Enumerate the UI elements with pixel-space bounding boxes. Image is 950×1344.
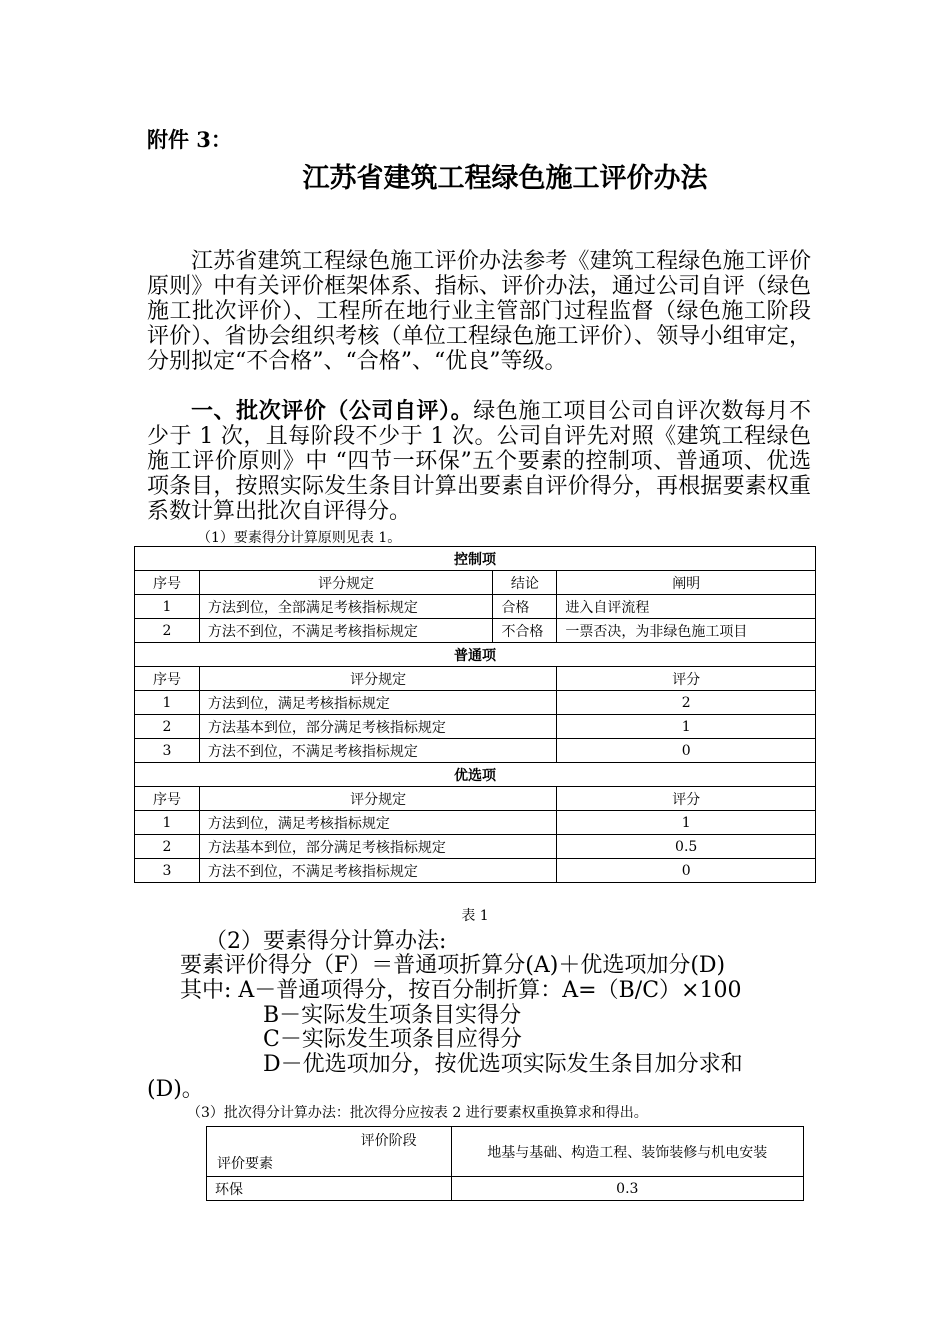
table-cell: 1 xyxy=(135,595,200,619)
header-cell: 评分 xyxy=(557,787,816,811)
table-1 xyxy=(134,546,816,883)
table-cell: 方法到位，全部满足考核指标规定 xyxy=(199,595,493,619)
header-cell: 地基与基础、构造工程、装饰装修与机电安装 xyxy=(451,1127,803,1177)
header-cell: 评分 xyxy=(557,667,816,691)
header-cell: 阐明 xyxy=(557,571,816,595)
header-cell: 评分规定 xyxy=(199,571,493,595)
formula-line: C－实际发生项条目应得分 xyxy=(263,1027,522,1052)
formula-line: 其中: A－普通项得分，按百分制折算：A=（B/C）×100 xyxy=(180,978,742,1003)
table2-note: （3）批次得分计算办法：批次得分应按表 2 进行要素权重换算求和得出。 xyxy=(187,1105,648,1121)
table-cell: 方法到位，满足考核指标规定 xyxy=(199,811,556,835)
table-cell: 1 xyxy=(135,811,200,835)
table-cell: 方法基本到位，部分满足考核指标规定 xyxy=(199,835,556,859)
table-cell: 进入自评流程 xyxy=(557,595,816,619)
section1-heading: 一、批次评价（公司自评）。 xyxy=(191,398,474,424)
diagonal-header-cell xyxy=(207,1127,452,1177)
table-row xyxy=(135,619,816,643)
title-text: 江苏省建筑工程绿色施工评价办法 xyxy=(302,163,708,194)
table-cell: 方法不到位，不满足考核指标规定 xyxy=(199,739,556,763)
header-cell: 评分规定 xyxy=(199,787,556,811)
table-row xyxy=(135,811,816,835)
formula-heading: （2）要素得分计算办法: xyxy=(205,929,447,954)
table-row xyxy=(135,715,816,739)
table-row xyxy=(135,739,816,763)
formula-line: D－优选项加分，按优选项实际发生条目加分求和 xyxy=(263,1052,743,1077)
table1-note: （1）要素得分计算原则见表 1。 xyxy=(197,530,402,546)
table1-caption: 表 1 xyxy=(461,908,489,924)
table-2 xyxy=(206,1126,804,1201)
preferred-section-title: 优选项 xyxy=(135,763,816,787)
table-cell: 1 xyxy=(135,691,200,715)
formula-line: 要素评价得分（F）＝普通项折算分(A)＋优选项加分(D) xyxy=(180,953,726,978)
table-cell: 0.5 xyxy=(557,835,816,859)
table-row xyxy=(207,1177,804,1201)
table-row xyxy=(135,595,816,619)
intro-paragraph: 江苏省建筑工程绿色施工评价办法参考《建筑工程绿色施工评价原则》中有关评价框架体系、指标、评价办法，通过公司自评（绿色施工批次评价）、工程所在地行业主管部门过程监督（绿色施工阶段评价）、省协会组织考核（单位工程绿色施工评价）、领导小组审定，分别拟定“不合格”、“合格”、“优良”等级。 xyxy=(147,249,811,374)
table-cell: 0 xyxy=(557,859,816,883)
table-cell: 1 xyxy=(557,715,816,739)
table-cell: 2 xyxy=(135,619,200,643)
header-cell: 评分规定 xyxy=(199,667,556,691)
header-element-label: 评价要素 xyxy=(217,1156,273,1172)
table-row xyxy=(135,691,816,715)
table-header-row xyxy=(207,1127,804,1177)
table-cell: 方法不到位，不满足考核指标规定 xyxy=(199,859,556,883)
table-cell: 2 xyxy=(135,715,200,739)
table-cell: 3 xyxy=(135,739,200,763)
table-cell: 0 xyxy=(557,739,816,763)
header-cell: 序号 xyxy=(135,667,200,691)
document-title xyxy=(0,156,950,195)
table-cell: 环保 xyxy=(207,1177,452,1201)
table-cell: 3 xyxy=(135,859,200,883)
formula-line: (D)。 xyxy=(147,1077,204,1102)
annex-label: 附件 3： xyxy=(147,127,232,152)
table-cell: 一票否决，为非绿色施工项目 xyxy=(557,619,816,643)
table-header-row xyxy=(135,571,816,595)
table-cell: 方法基本到位，部分满足考核指标规定 xyxy=(199,715,556,739)
table-cell: 2 xyxy=(557,691,816,715)
general-section-title: 普通项 xyxy=(135,643,816,667)
table-cell: 不合格 xyxy=(493,619,557,643)
table-cell: 方法不到位，不满足考核指标规定 xyxy=(199,619,493,643)
header-cell: 序号 xyxy=(135,571,200,595)
section1-paragraph xyxy=(147,399,811,524)
table-cell: 方法到位，满足考核指标规定 xyxy=(199,691,556,715)
table-cell: 0.3 xyxy=(451,1177,803,1201)
section1-body: 绿色施工项目公司自评次数每月不少于 1 次，且每阶段不少于 1 次。公司自评先对照《建筑工程绿色施工评价原则》中 “四节一环保”五个要素的控制项、普通项、优选项条目，按照实际发生条目计算出要素自评价得分，再根据要素权重系数计算出批次自评得分。 xyxy=(147,399,811,524)
table-cell: 2 xyxy=(135,835,200,859)
table-header-row xyxy=(135,787,816,811)
header-cell: 结论 xyxy=(493,571,557,595)
header-stage-label: 评价阶段 xyxy=(360,1133,417,1149)
table-cell: 合格 xyxy=(493,595,557,619)
header-cell: 序号 xyxy=(135,787,200,811)
table-row xyxy=(135,859,816,883)
table-header-row xyxy=(135,667,816,691)
formula-line: B－实际发生项条目实得分 xyxy=(263,1003,522,1028)
table-row xyxy=(135,835,816,859)
control-section-title: 控制项 xyxy=(135,547,816,571)
table-cell: 1 xyxy=(557,811,816,835)
